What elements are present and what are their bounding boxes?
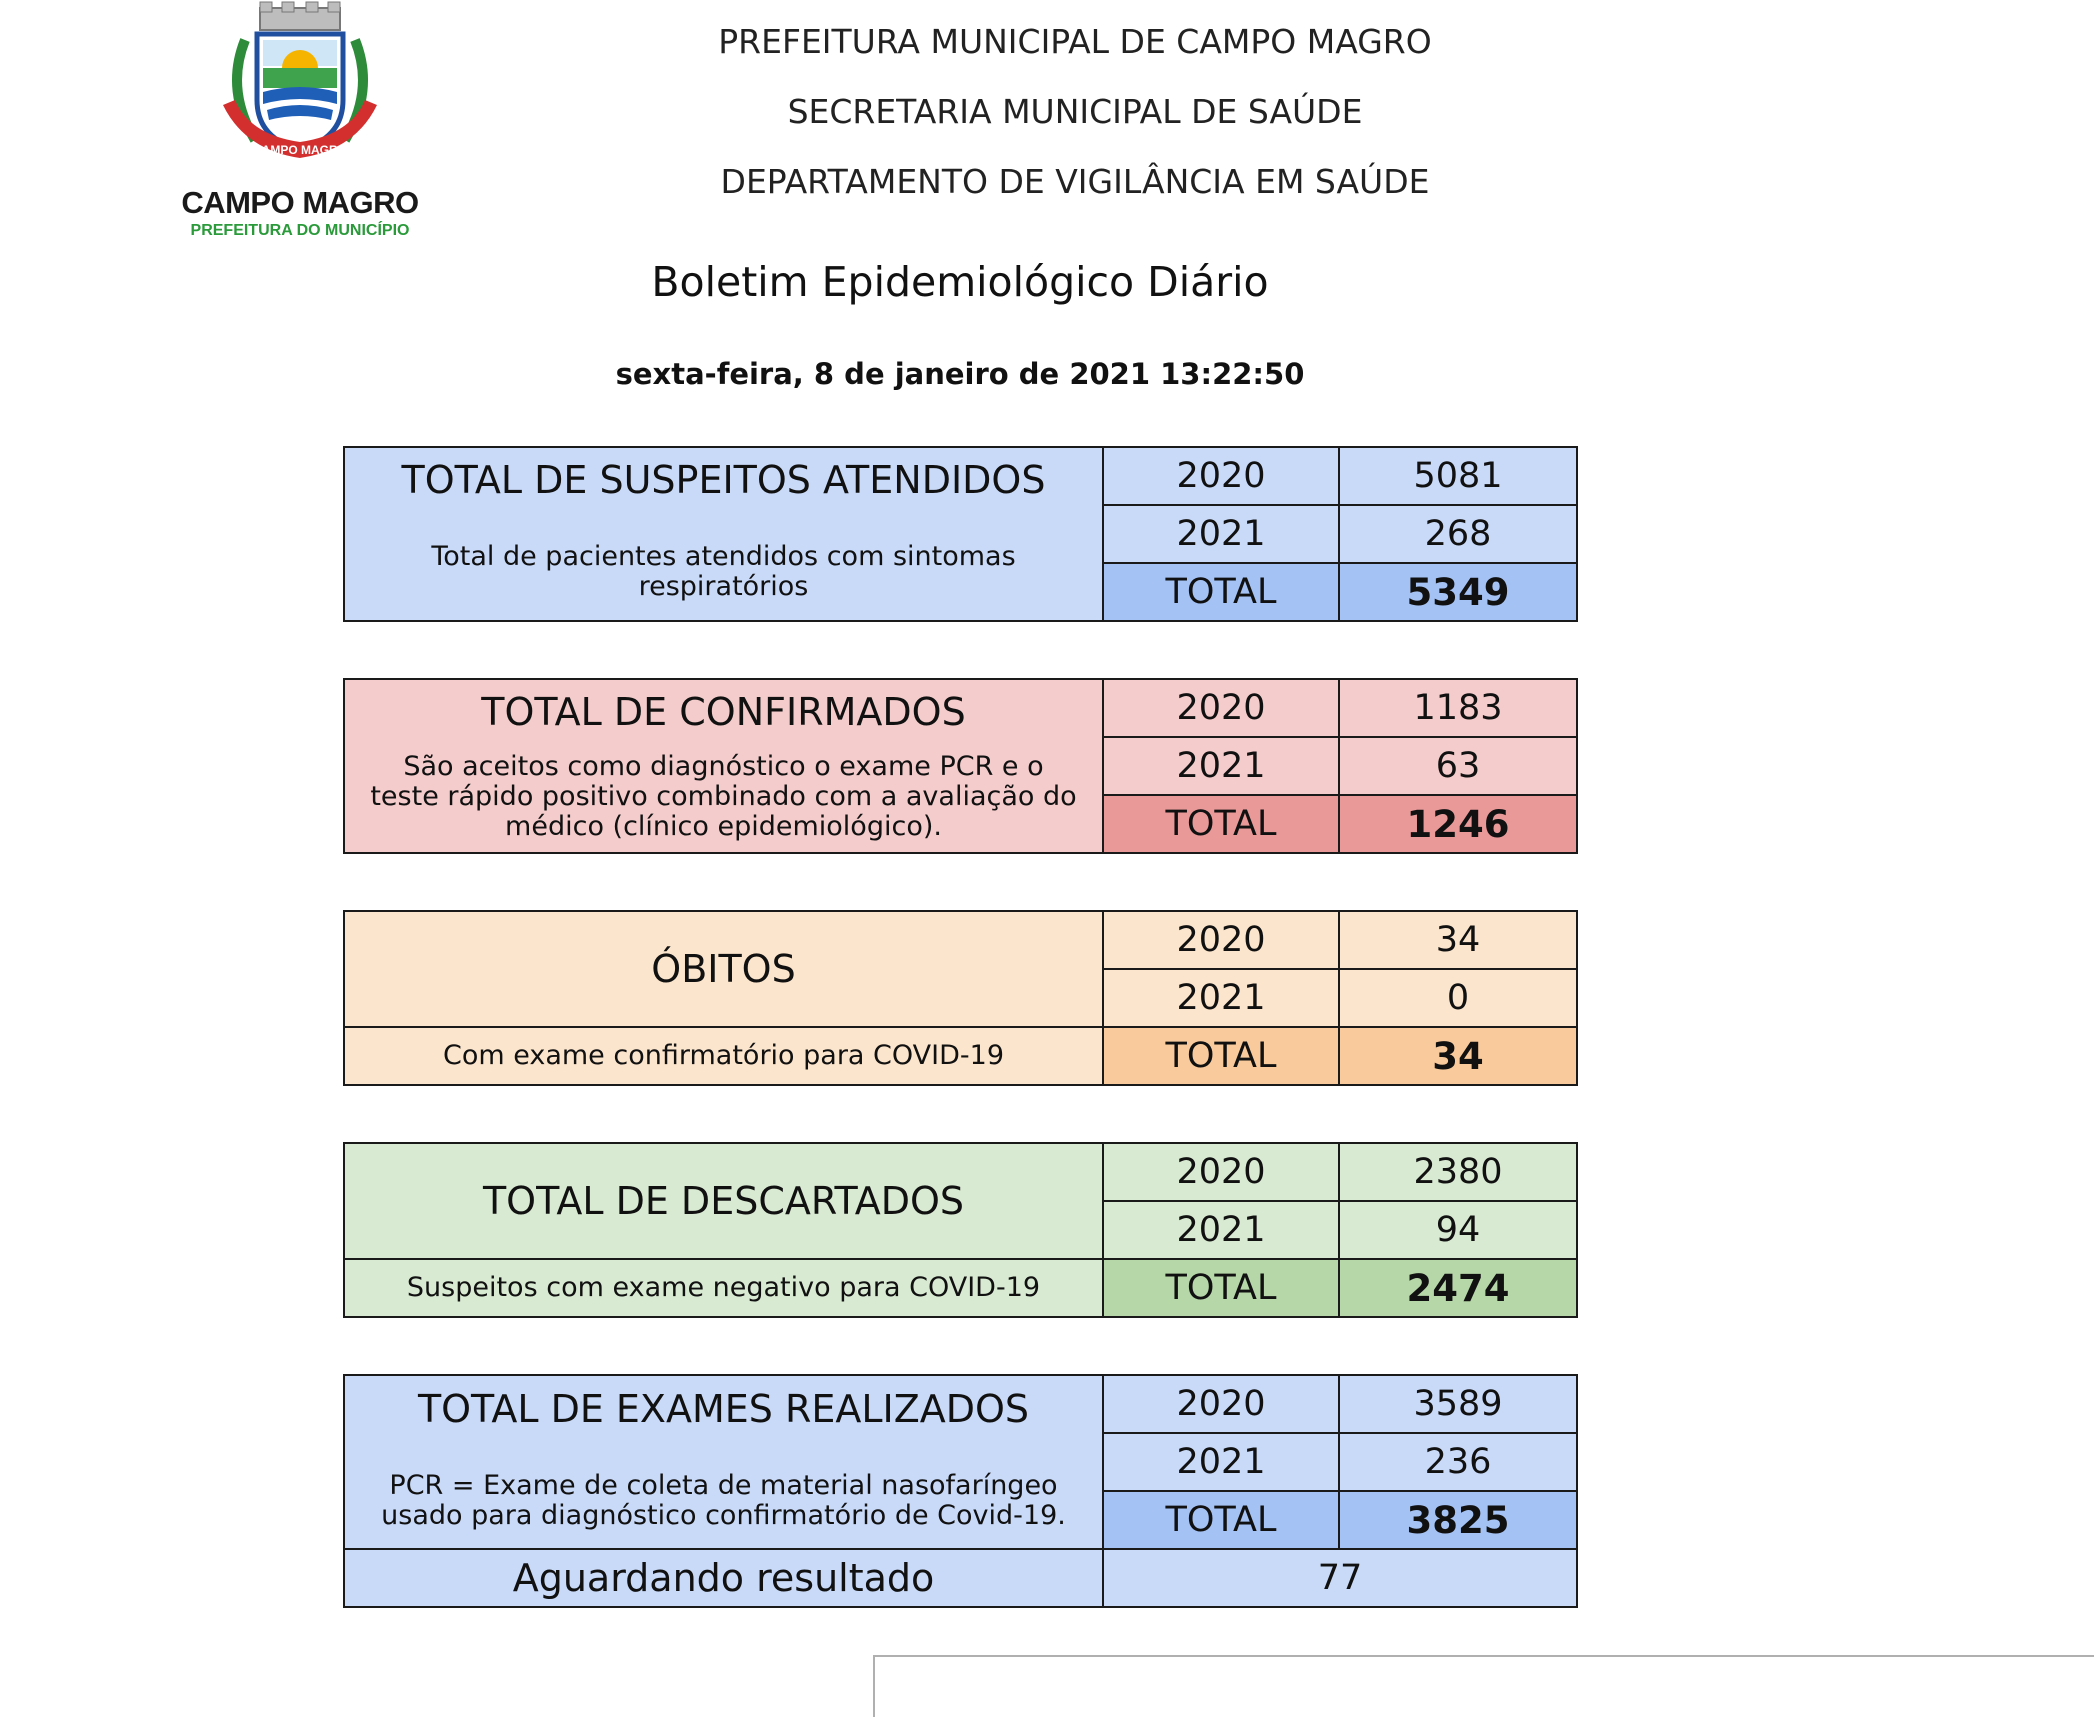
coat-of-arms-icon (215, 0, 385, 180)
exames-table (343, 1374, 1578, 1608)
confirmados-title: TOTAL DE CONFIRMADOS (481, 690, 966, 734)
obitos-description: Com exame confirmatório para COVID-19 (442, 1040, 1005, 1071)
confirmados-total-value: 1246 (1339, 795, 1577, 853)
exames-total-label: TOTAL (1103, 1491, 1339, 1549)
obitos-title: ÓBITOS (651, 947, 796, 991)
exames-description: PCR = Exame de coleta de material nasofaríngeo usado para diagnóstico confirmatório de Covid-19. (381, 1470, 1066, 1531)
exames-year-2021: 2021 (1103, 1433, 1339, 1491)
exames-waiting-value: 77 (1103, 1549, 1577, 1607)
logo (170, 0, 430, 245)
suspeitos-value-2021: 268 (1339, 505, 1577, 563)
svg-text:CAMPO MAGRO: CAMPO MAGRO (253, 143, 347, 157)
suspeitos-label-cell (344, 447, 1103, 621)
descartados-year-2020: 2020 (1103, 1143, 1339, 1201)
confirmados-value-2021: 63 (1339, 737, 1577, 795)
header-line-2: SECRETARIA MUNICIPAL DE SAÚDE (787, 92, 1363, 131)
obitos-table (343, 910, 1578, 1086)
confirmados-year-2021: 2021 (1103, 737, 1339, 795)
header-line-1: PREFEITURA MUNICIPAL DE CAMPO MAGRO (718, 22, 1432, 61)
suspeitos-title: TOTAL DE SUSPEITOS ATENDIDOS (401, 458, 1046, 502)
obitos-value-2021: 0 (1339, 969, 1577, 1027)
descartados-value-2021: 94 (1339, 1201, 1577, 1259)
obitos-total-label: TOTAL (1103, 1027, 1339, 1085)
header-line-3: DEPARTAMENTO DE VIGILÂNCIA EM SAÚDE (720, 162, 1430, 201)
report-date: sexta-feira, 8 de janeiro de 2021 13:22:50 (615, 357, 1305, 391)
obitos-year-2020: 2020 (1103, 911, 1339, 969)
descartados-table (343, 1142, 1578, 1318)
exames-label-cell (344, 1375, 1103, 1549)
exames-title: TOTAL DE EXAMES REALIZADOS (417, 1387, 1030, 1431)
suspeitos-description: Total de pacientes atendidos com sintomas respiratórios (431, 541, 1016, 602)
descartados-title-cell (344, 1143, 1103, 1259)
confirmados-year-2020: 2020 (1103, 679, 1339, 737)
suspeitos-table (343, 446, 1578, 622)
page-title: Boletim Epidemiológico Diário (651, 258, 1269, 306)
descartados-desc-cell (344, 1259, 1103, 1317)
descartados-description: Suspeitos com exame negativo para COVID-19 (406, 1272, 1041, 1303)
descartados-value-2020: 2380 (1339, 1143, 1577, 1201)
obitos-desc-cell (344, 1027, 1103, 1085)
exames-value-2020: 3589 (1339, 1375, 1577, 1433)
confirmados-value-2020: 1183 (1339, 679, 1577, 737)
descartados-year-2021: 2021 (1103, 1201, 1339, 1259)
descartados-title: TOTAL DE DESCARTADOS (482, 1179, 965, 1223)
suspeitos-total-value: 5349 (1339, 563, 1577, 621)
suspeitos-total-label: TOTAL (1103, 563, 1339, 621)
logo-name: CAMPO MAGRO (181, 185, 419, 220)
suspeitos-year-2020: 2020 (1103, 447, 1339, 505)
page-corner-box (873, 1655, 2094, 1717)
exames-value-2021: 236 (1339, 1433, 1577, 1491)
logo-subtitle: PREFEITURA DO MUNICÍPIO (190, 222, 410, 239)
exames-total-value: 3825 (1339, 1491, 1577, 1549)
confirmados-label-cell (344, 679, 1103, 853)
descartados-total-value: 2474 (1339, 1259, 1577, 1317)
obitos-title-cell (344, 911, 1103, 1027)
exames-year-2020: 2020 (1103, 1375, 1339, 1433)
confirmados-total-label: TOTAL (1103, 795, 1339, 853)
obitos-value-2020: 34 (1339, 911, 1577, 969)
obitos-year-2021: 2021 (1103, 969, 1339, 1027)
descartados-total-label: TOTAL (1103, 1259, 1339, 1317)
confirmados-description: São aceitos como diagnóstico o exame PCR e o teste rápido positivo combinado com a avaliação do médico (clínico epidemiológico). (370, 751, 1077, 842)
confirmados-table (343, 678, 1578, 854)
suspeitos-value-2020: 5081 (1339, 447, 1577, 505)
exames-waiting-label: Aguardando resultado (344, 1549, 1103, 1607)
suspeitos-year-2021: 2021 (1103, 505, 1339, 563)
obitos-total-value: 34 (1339, 1027, 1577, 1085)
